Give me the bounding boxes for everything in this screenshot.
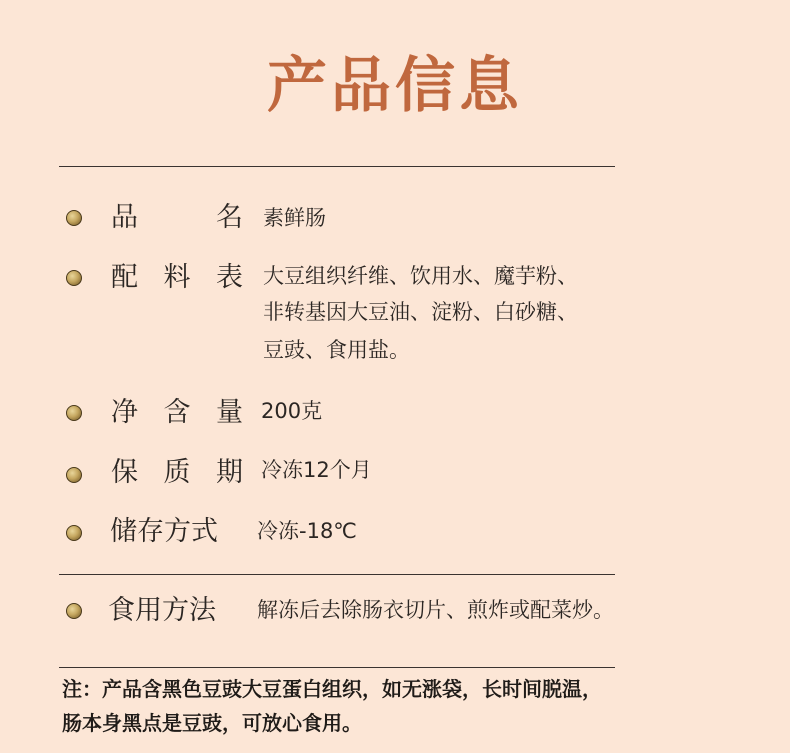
label-product-name: 品 名 [111, 202, 243, 233]
value-shelf-life: 冷冻12个月 [261, 458, 372, 482]
value-net-content: 200克 [261, 399, 323, 423]
value-storage: 冷冻-18℃ [257, 519, 357, 543]
label-shelf-life: 保 质 期 [111, 457, 243, 488]
footnote-line-1: 注：产品含黑色豆豉大豆蛋白组织，如无涨袋，长时间脱温， [62, 677, 602, 701]
top-divider [59, 166, 615, 167]
value-ingredients-line-2: 非转基因大豆油、淀粉、白砂糖、 [263, 300, 578, 324]
bullet-dot-icon [66, 603, 82, 619]
value-ingredients-line-3: 豆豉、食用盐。 [263, 338, 410, 362]
footnote-line-2: 肠本身黑点是豆豉，可放心食用。 [62, 711, 362, 735]
page-title: 产品信息 [267, 51, 523, 121]
middle-divider [59, 574, 615, 575]
label-storage: 储存方式 [110, 516, 218, 547]
value-usage: 解冻后去除肠衣切片、煎炸或配菜炒。 [257, 598, 614, 622]
bullet-dot-icon [66, 405, 82, 421]
label-ingredients: 配 料 表 [111, 262, 243, 293]
bullet-dot-icon [66, 467, 82, 483]
bullet-dot-icon [66, 270, 82, 286]
value-product-name: 素鲜肠 [263, 206, 326, 230]
bullet-dot-icon [66, 525, 82, 541]
footnote [62, 672, 602, 740]
label-usage: 食用方法 [108, 595, 216, 626]
bottom-divider [59, 667, 615, 668]
value-ingredients-line-1: 大豆组织纤维、饮用水、魔芋粉、 [263, 264, 578, 288]
label-net-content: 净 含 量 [111, 397, 243, 428]
bullet-dot-icon [66, 210, 82, 226]
